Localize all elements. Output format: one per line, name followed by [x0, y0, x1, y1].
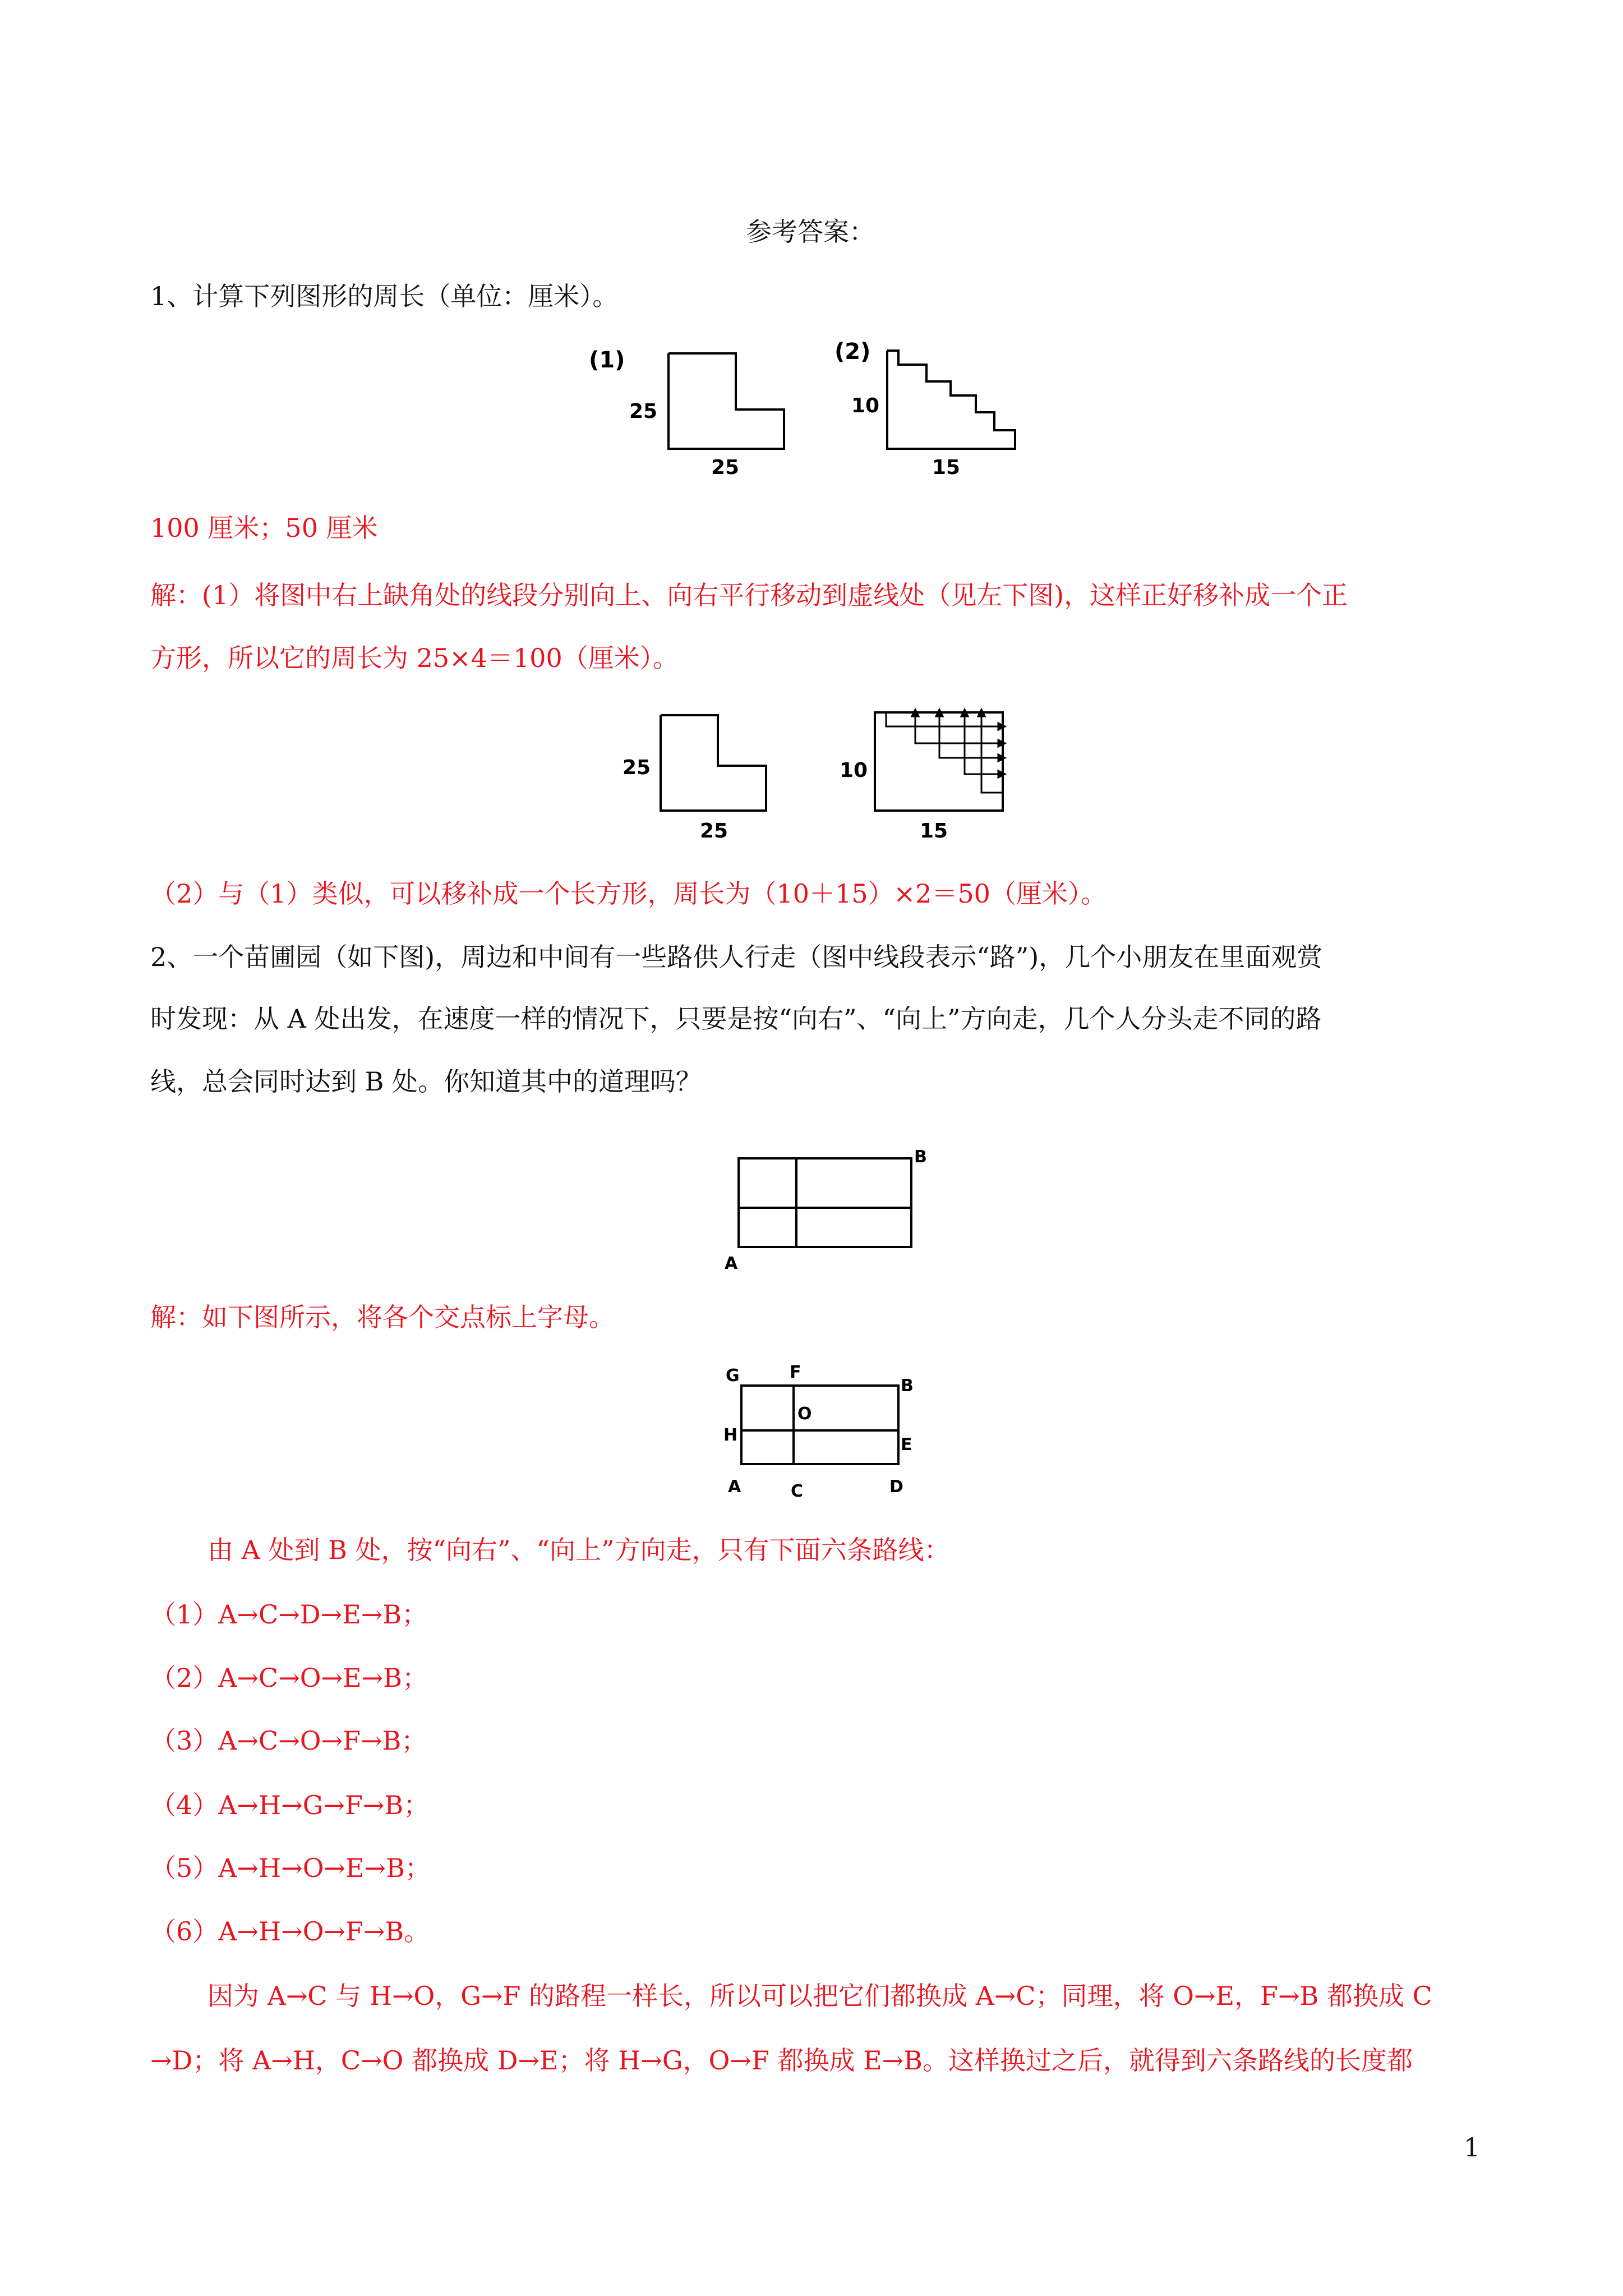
point-a-label: A	[725, 1254, 738, 1273]
route-item: （4）A→H→G→F→B；	[150, 1790, 430, 1820]
point-g-label: G	[726, 1366, 740, 1386]
solution-q1-part-2: （2）与（1）类似，可以移补成一个长方形，周长为（10＋15）×2＝50（厘米）。	[150, 878, 1106, 909]
fig1-side-label: 25	[629, 400, 658, 423]
answer-q1: 100 厘米；50 厘米	[150, 513, 378, 543]
page-number: 1	[1464, 2132, 1481, 2162]
fig2-side-label: 25	[623, 756, 651, 779]
fig2-side-label-2: 10	[840, 759, 868, 782]
question-2-line-2: 时发现：从 A 处出发，在速度一样的情况下，只要是按“向右”、“向上”方向走，几个人分头走不同的路	[150, 1004, 1322, 1034]
fig1-bottom-label: 25	[711, 456, 740, 479]
fig1-label-1: (1)	[589, 347, 625, 373]
point-d-label: D	[889, 1477, 903, 1497]
conclusion-line-1: 因为 A→C 与 H→O，G→F 的路程一样长，所以可以把它们都换成 A→C；同理，将 O→E，F→B 都换成 C	[208, 1981, 1432, 2011]
point-b-label-2: B	[901, 1376, 914, 1396]
grid-outline	[739, 1158, 911, 1247]
point-a-label-2: A	[728, 1477, 741, 1497]
route-item: （1）A→C→D→E→B；	[150, 1599, 428, 1630]
staircase-outline	[887, 351, 1015, 449]
fig1-bottom-label-2: 15	[932, 456, 961, 479]
solution-q1-line-1: 解：(1）将图中右上缺角处的线段分别向上、向右平行移动到虚线处（见左下图)，这样正好移补成一个正	[150, 580, 1348, 610]
labeled-grid-outline	[741, 1386, 898, 1464]
route-item: （3）A→C→O→F→B；	[150, 1726, 427, 1756]
point-h-label: H	[723, 1425, 738, 1445]
route-item: （2）A→C→O→E→B；	[150, 1663, 428, 1693]
conclusion-line-2: →D；将 A→H，C→O 都换成 D→E；将 H→G，O→F 都换成 E→B。这样换过之后，就得到六条路线的长度都	[150, 2045, 1413, 2076]
figure-perimeter-shapes	[583, 334, 1032, 485]
point-c-label: C	[791, 1481, 804, 1501]
route-item: （6）A→H→O→F→B。	[150, 1916, 430, 1947]
point-o-label: O	[797, 1404, 812, 1424]
l-shape-outline	[668, 353, 784, 449]
point-b-label: B	[914, 1147, 927, 1167]
page-title: 参考答案：	[746, 217, 875, 247]
point-f-label: F	[790, 1363, 801, 1382]
arrow-marks	[886, 710, 1005, 777]
figure-garden-grid	[718, 1144, 925, 1273]
solution-q1-line-2: 方形，所以它的周长为 25×4＝100（厘米）。	[150, 643, 679, 673]
question-2-line-3: 线，总会同时达到 B 处。你知道其中的道理吗？	[150, 1066, 702, 1097]
fig1-side-label-2: 10	[851, 394, 880, 417]
figure-completed-shapes	[617, 704, 1032, 850]
routes-intro: 由 A 处到 B 处，按“向右”、“向上”方向走，只有下面六条路线：	[208, 1535, 950, 1565]
question-2-line-1: 2、一个苗圃园（如下图)，周边和中间有一些路供人行走（图中线段表示“路”)，几个小朋友在里面观赏	[150, 942, 1323, 972]
solution-q2-intro: 解：如下图所示，将各个交点标上字母。	[150, 1302, 615, 1332]
l-shape-outline-2	[661, 715, 766, 811]
question-1: 1、计算下列图形的周长（单位：厘米）。	[150, 281, 619, 311]
figure-labeled-grid	[718, 1358, 931, 1506]
point-e-label: E	[901, 1435, 912, 1455]
fig2-bottom-label-2: 15	[920, 820, 948, 843]
fig2-bottom-label: 25	[700, 820, 728, 843]
route-item: （5）A→H→O→E→B；	[150, 1853, 431, 1883]
fig1-label-2: (2)	[834, 339, 871, 365]
